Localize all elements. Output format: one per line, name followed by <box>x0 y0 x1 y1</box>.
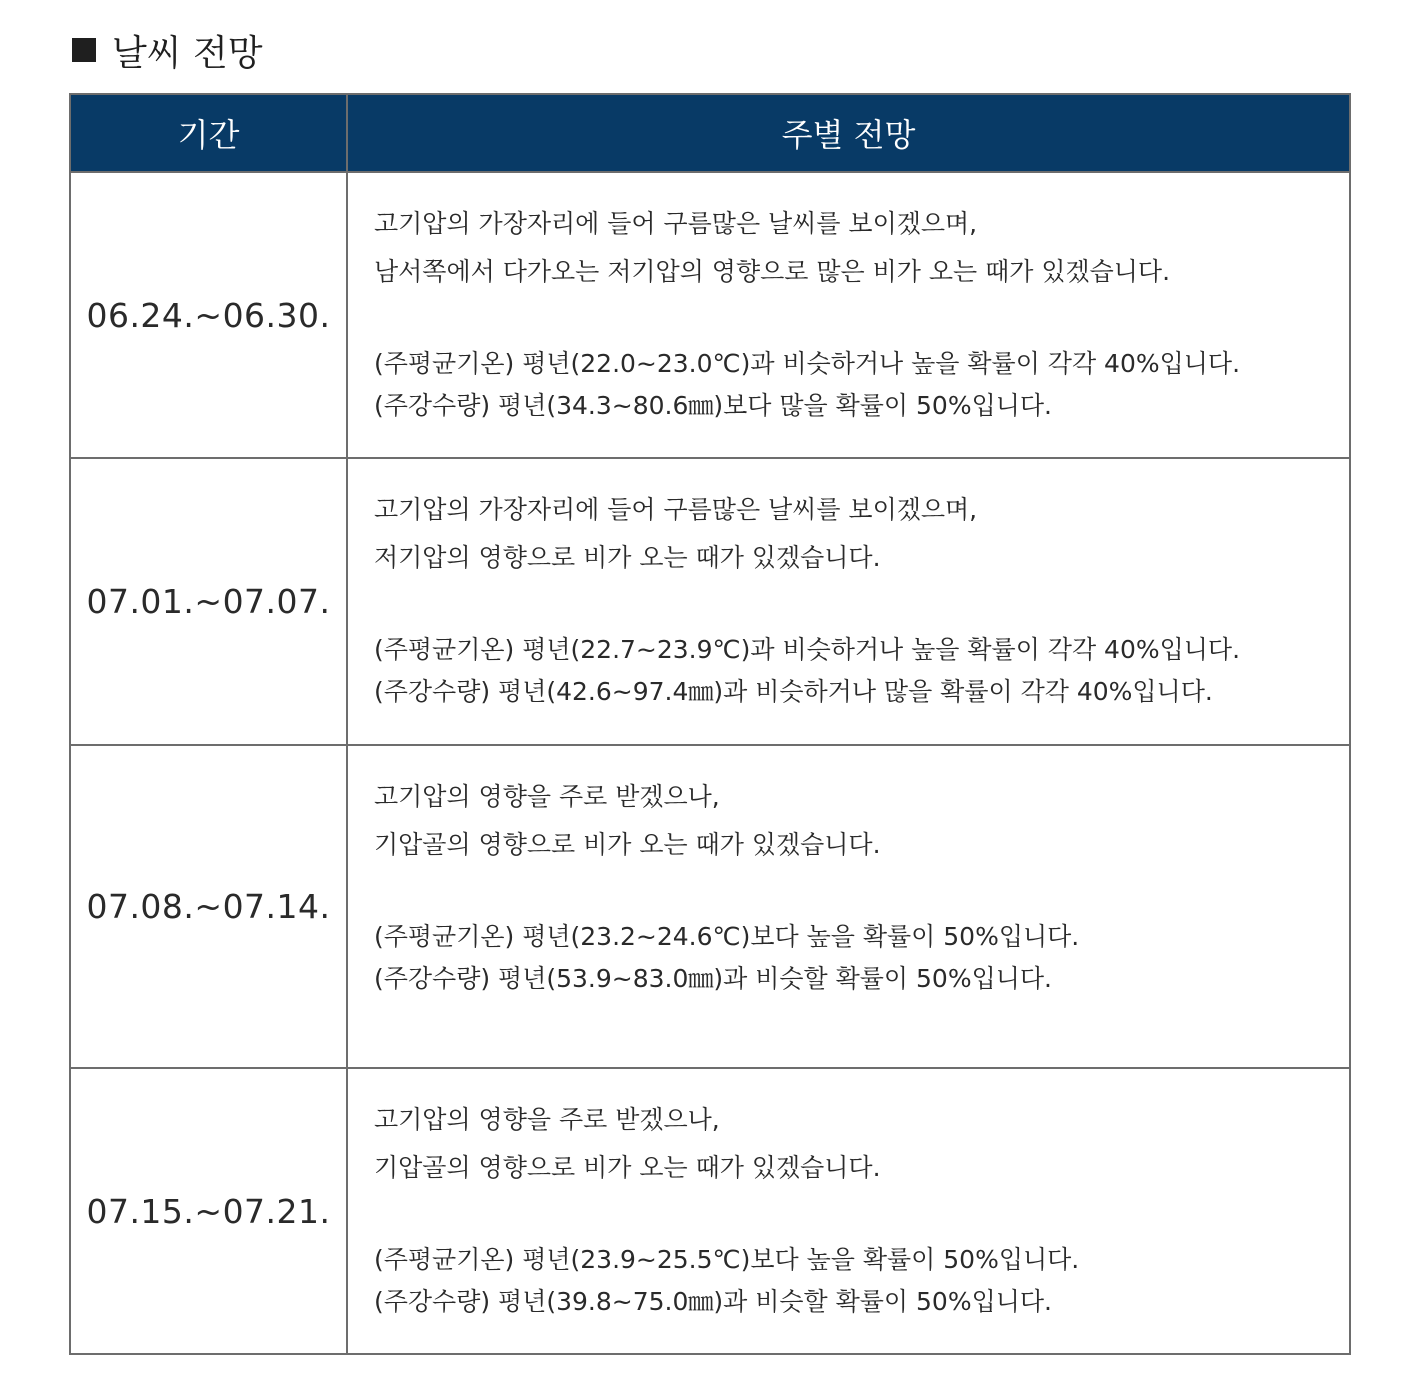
period-cell: 07.15.~07.21. <box>70 1068 347 1354</box>
precipitation-outlook: (주강수량) 평년(39.8~75.0㎜)과 비슷할 확률이 50%입니다. <box>374 1287 1052 1316</box>
precipitation-outlook: (주강수량) 평년(53.9~83.0㎜)과 비슷할 확률이 50%입니다. <box>374 964 1052 993</box>
summary-line: 고기압의 영향을 주로 받겠으나, <box>374 1105 720 1134</box>
period-cell: 06.24.~06.30. <box>70 172 347 458</box>
precipitation-outlook: (주강수량) 평년(42.6~97.4㎜)과 비슷하거나 많을 확률이 각각 40%입니다. <box>374 677 1213 706</box>
column-header-forecast: 주별 전망 <box>347 94 1350 172</box>
table-row <box>70 745 1350 1068</box>
square-bullet-icon <box>72 38 96 62</box>
temperature-outlook: (주평균기온) 평년(22.7~23.9℃)과 비슷하거나 높을 확률이 각각 40%입니다. <box>374 635 1241 664</box>
summary-line: 남서쪽에서 다가오는 저기압의 영향으로 많은 비가 오는 때가 있겠습니다. <box>374 257 1171 286</box>
temperature-outlook: (주평균기온) 평년(23.9~25.5℃)보다 높을 확률이 50%입니다. <box>374 1245 1080 1274</box>
summary-line: 기압골의 영향으로 비가 오는 때가 있겠습니다. <box>374 830 881 859</box>
table-row <box>70 172 1350 458</box>
forecast-cell <box>347 172 1350 458</box>
weather-forecast-table <box>69 93 1351 1355</box>
column-header-period: 기간 <box>70 94 347 172</box>
summary-line: 고기압의 가장자리에 들어 구름많은 날씨를 보이겠으며, <box>374 495 978 524</box>
table-header-row <box>70 94 1350 172</box>
section-title-text: 날씨 전망 <box>112 32 263 74</box>
table-row <box>70 458 1350 745</box>
section-title <box>72 22 263 78</box>
summary-line: 고기압의 영향을 주로 받겠으나, <box>374 782 720 811</box>
summary-line: 기압골의 영향으로 비가 오는 때가 있겠습니다. <box>374 1153 881 1182</box>
summary-line: 고기압의 가장자리에 들어 구름많은 날씨를 보이겠으며, <box>374 209 978 238</box>
forecast-cell <box>347 1068 1350 1354</box>
period-cell: 07.01.~07.07. <box>70 458 347 745</box>
table-row <box>70 1068 1350 1354</box>
temperature-outlook: (주평균기온) 평년(22.0~23.0℃)과 비슷하거나 높을 확률이 각각 40%입니다. <box>374 349 1241 378</box>
period-cell: 07.08.~07.14. <box>70 745 347 1068</box>
summary-line: 저기압의 영향으로 비가 오는 때가 있겠습니다. <box>374 543 881 572</box>
precipitation-outlook: (주강수량) 평년(34.3~80.6㎜)보다 많을 확률이 50%입니다. <box>374 391 1052 420</box>
temperature-outlook: (주평균기온) 평년(23.2~24.6℃)보다 높을 확률이 50%입니다. <box>374 922 1080 951</box>
forecast-cell <box>347 458 1350 745</box>
forecast-cell <box>347 745 1350 1068</box>
